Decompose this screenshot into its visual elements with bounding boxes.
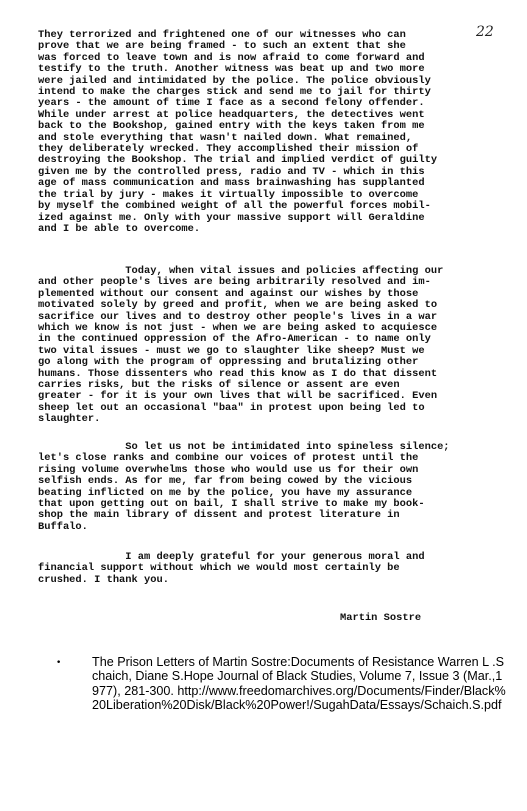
bullet-icon: •: [56, 658, 62, 668]
paragraph-4: I am deeply grateful for your generous moral and financial support without which we would most certainly be crushed. I thank you.: [38, 551, 425, 586]
paragraph-1: They terrorized and frightened one of our witnesses who can prove that we are being framed - to such an extent that she was forced to leave town and is now afraid to come forward and testify to the truth. Another witness was beat up and two more were jailed and intimidated by the police. The police obviously intend to make the charges stick and send me to jail for thirty years - the amount of time I face as a second felony offender. While under arrest at police headquarters, the detectives went back to the Bookshop, gained entry with the keys taken from me and stole everything that wasn't nailed down. What remained, they deliberately wrecked. They accomplished their mission of destroying the Bookshop. The trial and implied verdict of guilty given me by the controlled press, radio and TV - which in this age of mass communication and mass brainwashing has supplanted the trial by jury - makes it virtually impossible to overcome by myself the combined weight of all the powerful forces mobil- ized against me. Only with your massive support will Geraldine and I be able to overcome.: [38, 29, 438, 235]
signature: Martin Sostre: [340, 612, 422, 624]
paragraph-2: Today, when vital issues and policies affecting our and other people's lives are being arbitrarily resolved and im- plemented without our consent and against our wishes by those motivated solely by greed and profit, when we are being asked to sacrifice our lives and to destroy other people's lives in a war which we know is not just - when we are being asked to acquiesce in the continued oppression of the Afro-American - to name only two vital issues - must we go to slaughter like sheep? Must we go along with the program of oppressing and brutalizing other humans. Those dissenters who read this know as I do that dissent carries risks, but the risks of silence or assent are even greater - for it is your own lives that will be sacrificed. Even sheep let out an occasional "baa" in protest upon being led to slaughter.: [38, 265, 444, 426]
page-number: 22: [476, 24, 494, 40]
paragraph-3: So let us not be intimidated into spineless silence; let's close ranks and combine our voices of protest until the rising volume overwhelms those who would use us for their own selfish ends. As for me, far from being cowed by the vicious beating inflicted on me by the police, you have my assurance that upon getting out on bail, I shall strive to make my book- shop the main library of dissent and protest literature in Buffalo.: [38, 441, 450, 533]
citation-text: The Prison Letters of Martin Sostre:Documents of Resistance Warren L .Schaich, Diane S.Hope Journal of Black Studies, Volume 7, Issue 3 (Mar.,1977), 281-300. http://www.freedomarchives.org/Documents/Finder/Black%20Liberation%20Disk/Black%20Power!/SugahData/Essays/Schaich.S.pdf: [92, 655, 506, 713]
